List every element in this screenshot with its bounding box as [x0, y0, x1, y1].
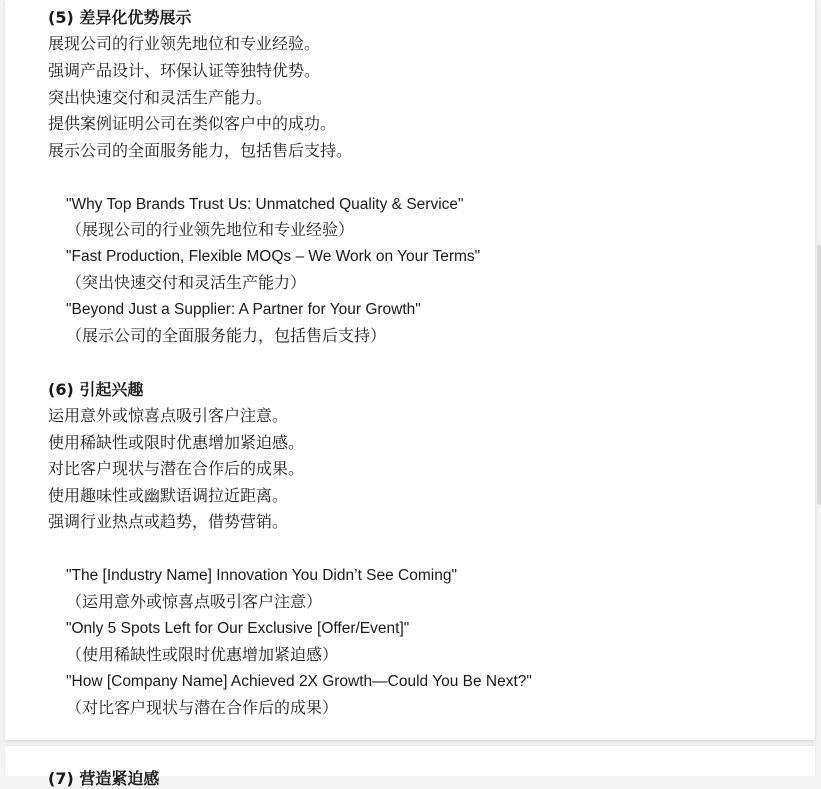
section-5-example-en: "Beyond Just a Supplier: A Partner for Your Growth" [66, 301, 421, 318]
section-6-example-cn: （对比客户现状与潜在合作后的成果） [66, 698, 339, 717]
section-6-heading: (6) 引起兴趣 [48, 380, 144, 399]
vertical-scrollbar[interactable] [817, 245, 821, 505]
section-5-heading: (5) 差异化优势展示 [48, 8, 192, 27]
section-5-example-en: "Why Top Brands Trust Us: Unmatched Quality & Service" [66, 196, 464, 213]
section-6-bullet: 对比客户现状与潜在合作后的成果。 [48, 459, 305, 478]
section-6-example-en: "Only 5 Spots Left for Our Exclusive [Offer/Event]" [66, 620, 410, 637]
section-6-bullet: 使用趣味性或幽默语调拉近距离。 [48, 486, 289, 505]
section-6-example-cn: （运用意外或惊喜点吸引客户注意） [66, 592, 323, 611]
section-5-example-cn: （展现公司的行业领先地位和专业经验） [66, 220, 355, 239]
section-5-bullet: 突出快速交付和灵活生产能力。 [48, 88, 273, 107]
section-5-example-cn: （展示公司的全面服务能力，包括售后支持） [66, 326, 387, 345]
section-5-bullet: 提供案例证明公司在类似客户中的成功。 [48, 114, 337, 133]
section-6-bullet: 使用稀缺性或限时优惠增加紧迫感。 [48, 433, 305, 452]
document-page [5, 0, 815, 740]
section-5-example-en: "Fast Production, Flexible MOQs – We Work on Your Terms" [66, 248, 481, 265]
section-6-bullet: 运用意外或惊喜点吸引客户注意。 [48, 406, 289, 425]
section-6-example-en: "The [Industry Name] Innovation You Didn’t See Coming" [66, 567, 457, 584]
section-6-bullet: 强调行业热点或趋势，借势营销。 [48, 512, 289, 531]
next-page-preview [5, 746, 815, 788]
section-5-bullet: 强调产品设计、环保认证等独特优势。 [48, 61, 321, 80]
section-6-example-en: "How [Company Name] Achieved 2X Growth—Could You Be Next?" [66, 673, 532, 690]
section-5-example-cn: （突出快速交付和灵活生产能力） [66, 273, 307, 292]
section-5-bullet: 展现公司的行业领先地位和专业经验。 [48, 34, 321, 53]
section-6-example-cn: （使用稀缺性或限时优惠增加紧迫感） [66, 645, 339, 664]
next-page-partial-heading: (7) 营造紧迫感 [48, 769, 160, 788]
section-5-bullet: 展示公司的全面服务能力，包括售后支持。 [48, 141, 353, 160]
